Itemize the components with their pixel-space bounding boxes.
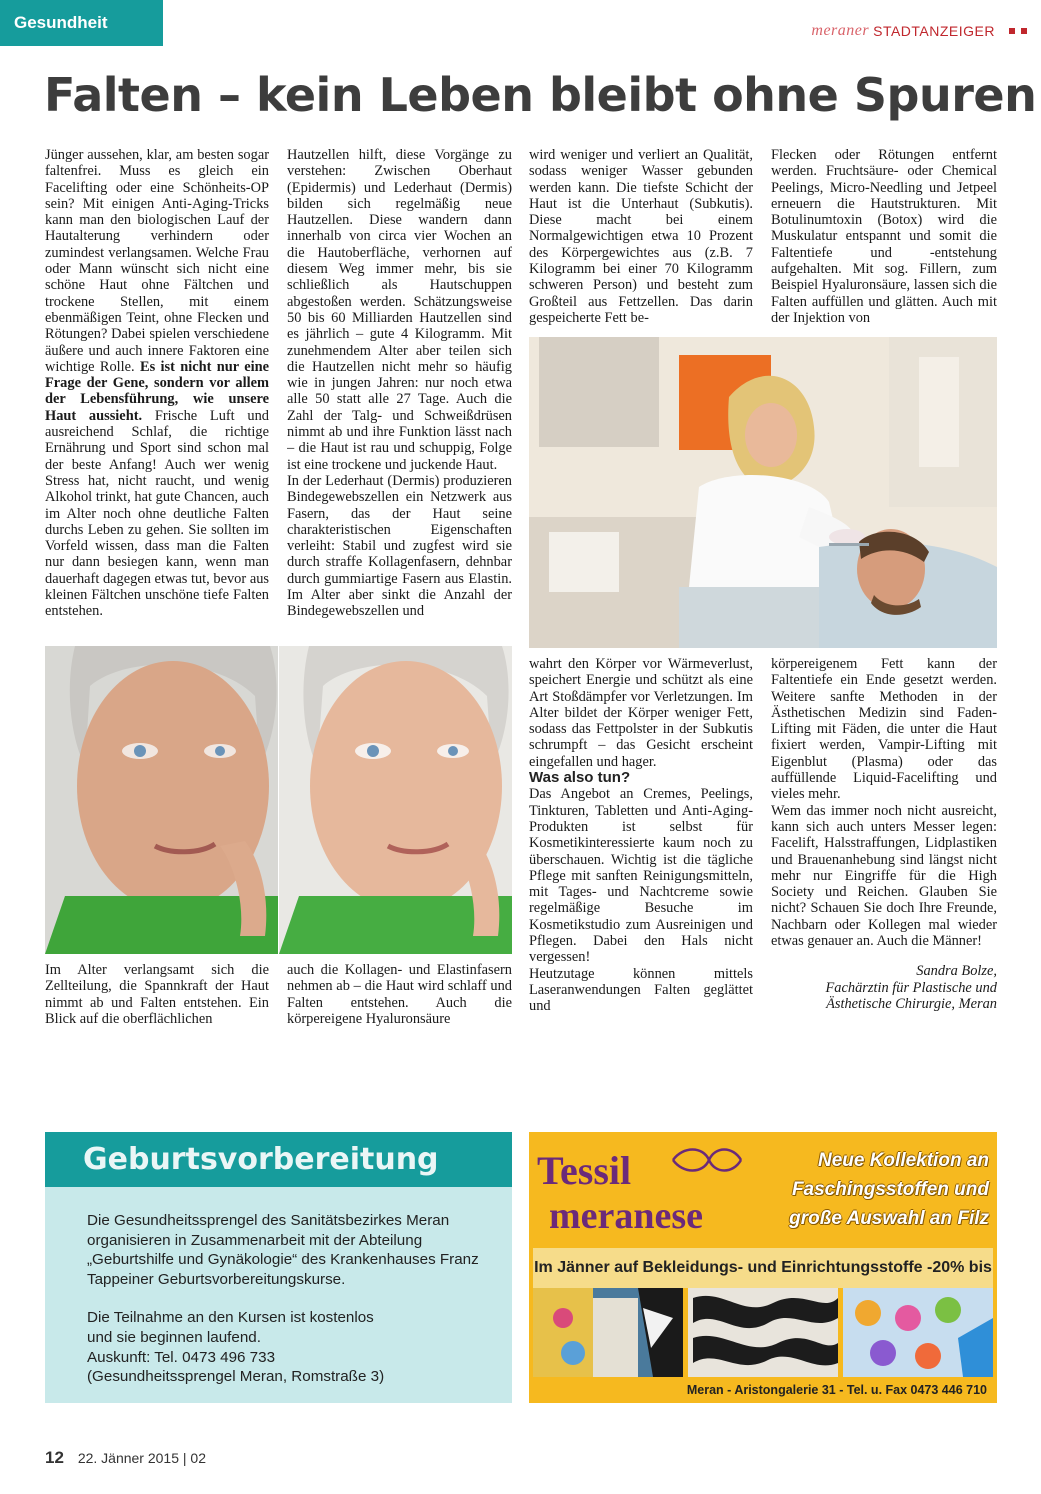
tessil-logo — [533, 1142, 753, 1238]
photo-before-after-faces — [45, 646, 512, 954]
body-text: körpereigenem Fett kann der Faltentiefe ein Ende gesetzt werden. Weitere sanfte Methoden in der Ästhetischen Medizin sind Faden-Lifting mit Fäden, die unter die Haut fixiert werden, Vampir-Lifting mit Eigenblut (Plasma) oder das auffüllende Liquid-Facelifting und vieles mehr. — [771, 656, 997, 803]
article-column-2-top — [287, 147, 512, 639]
article-column-3-top — [529, 147, 753, 327]
body-text: auch die Kollagen- und Elastinfasern nehmen ab – die Haut wird schlaff und Falten entstehen. Auch die körpereigene Hyaluronsäure — [287, 962, 512, 1027]
fabric-photos — [533, 1288, 993, 1377]
ad-tessil-headline-line: Neue Kollektion an — [817, 1150, 989, 1171]
brand-dots-icon — [1009, 28, 1027, 34]
author-role: Ästhetische Chirurgie, Meran — [826, 995, 997, 1012]
body-text: Jünger aussehen, klar, am besten sogar faltenfrei. Muss es gleich ein Facelifting oder eine Schönheits-OP sein? Mit einigen Anti-Aging-Tricks kann man den biologischen Lauf der Hautalterung verhindern oder zumindest verlangsamen. Welche Frau oder Mann wünscht sich nicht eine schöne Haut ohne Fältchen und trockene Stellen, mit einem ebenmäßigen Teint, ohne Flecken und Rötungen? Dabei spielen verschiedene äußere und auch innere Faktoren eine wichtige Rolle. — [45, 147, 269, 375]
ad-geburt-title: Geburtsvorbereitung — [45, 1132, 512, 1187]
ad-geburt-address: (Gesundheitssprengel Meran, Romstraße 3) — [87, 1368, 385, 1386]
ad-geburt-paragraph: Die Gesundheitssprengel des Sanitätsbezirkes Meran organisieren in Zusammenarbeit mit der Abteilung „Geburtshilfe und Gynäkologie“ des Krankenhauses Franz Tappeiner Geburtsvorbereitungskurse. — [87, 1212, 479, 1288]
body-text: Hautzellen hilft, diese Vorgänge zu verstehen: Zwischen Oberhaut (Epidermis) und Lederhaut (Dermis) bilden sich regelmäßig neue Hautzellen. Diese wandern dann innerhalb von circa vier Wochen an die Hautoberfläche, verhornen auf diesem Weg immer mehr, bis sie schließlich als Hautschuppen abgestoßen werden. Schätzungsweise 50 bis 60 Milliarden Hautzellen sind es jährlich – gute 4 Kilogramm. Mit zunehmendem Alter aber teilen sich die Hautzellen nicht mehr so häufig wie in jungen Jahren: nur noch etwa alle 50 statt alle 27 Tage. Auch die Zahl der Talg- und Schweißdrüsen nimmt ab und ihre Funktion lässt nach – die Haut ist rau und schuppig, Folge ist eine trockene und juckende Haut. — [287, 147, 512, 473]
page-footer — [45, 1448, 206, 1468]
body-text: wird weniger und verliert an Qualität, sodass weniger Wasser gebunden werden kann. Die tiefste Schicht der Haut ist die Unterhaut (Subkutis). Diese macht bei einem Normalgewichtigen etwa 10 Prozent des Körpergewichtes aus (z.B. 7 Kilogramm bei einer 70 Kilogramm schweren Person) und besteht zum Großteil aus Fettzellen. Das darin gespeicherte Fett be- — [529, 147, 753, 326]
subheading: Was also tun? — [529, 769, 631, 787]
ad-tessil-discount: Im Jänner auf Bekleidungs- und Einrichtungsstoffe -20% bis — [533, 1248, 993, 1288]
photo-doctor-treatment-illustration — [529, 337, 997, 648]
ad-tessil-address: Meran - Aristongalerie 31 - Tel. u. Fax 0473 446 710 — [686, 1383, 987, 1397]
ad-geburt-line: Die Teilnahme an den Kursen ist kostenlos — [87, 1309, 374, 1327]
publication-logo — [811, 22, 1027, 40]
body-text: In der Lederhaut (Dermis) produzieren Bindegewebszellen ein Netzwerk aus Fasern, das der Haut seine charakteristischen Eigenschaften verleiht: Stabil und zugfest wird sie durch straffe Kollagenfasern, dehnbar durch gummiartige Fasern aus Elastin. Im Alter aber sinkt die Anzahl der Bindegewebszellen und — [287, 472, 512, 620]
ad-geburt-phone: Auskunft: Tel. 0473 496 733 — [87, 1348, 276, 1366]
article-column-4-bottom — [771, 656, 997, 1028]
section-tab: Gesundheit — [0, 0, 163, 46]
ad-tessil-meranese — [529, 1132, 997, 1403]
author-name: Sandra Bolze, — [916, 963, 997, 980]
photo-doctor-treatment — [529, 337, 997, 648]
article-column-4-top — [771, 147, 997, 327]
article-column-1-bottom — [45, 962, 269, 1027]
ad-geburt-contact — [87, 1308, 492, 1386]
body-text: Wem das immer noch nicht ausreicht, kann sich auch unters Messer legen: Facelift, Halsstraffungen, Lidplastiken und Brauenanhebung sind längst nicht mehr nur Eingriffe für die High Society und Reichen. Glauben Sie nicht? Schauen Sie doch Ihre Freunde, Nachbarn oder Kollegen mal wieder etwas genauer an. Auch die Männer! — [771, 802, 997, 950]
brand-script: meraner — [811, 22, 870, 39]
ad-geburt-body — [45, 1187, 512, 1387]
tessil-logo-line2: meranese — [549, 1195, 704, 1237]
ad-tessil-headline — [749, 1146, 989, 1233]
article-column-1-top — [45, 147, 269, 639]
article-headline: Falten – kein Leben bleibt ohne Spuren — [44, 68, 1037, 122]
page-number: 12 — [45, 1448, 64, 1467]
body-text: Frische Luft und ausreichend Schlaf, die richtige Ernährung und Sport sind schon mal der beste Anfang! Auch wer wenig Stress hat, nicht raucht, und wenig Alkohol trinkt, hat gute Chancen, auch im Alter noch ohne deutliche Falten durchs Leben zu gehen. Sie sollten im Vorfeld wissen, dass man die Falten nur dann besiegen kann, wenn man dauerhaft dagegen etwas tut, bevor aus kleinen Fältchen unschöne tiefe Falten entstehen. — [45, 407, 269, 620]
body-text: Heutzutage können mittels Laseranwendungen Falten geglättet und — [529, 965, 753, 1015]
author-role: Fachärztin für Plastische und — [825, 979, 997, 996]
body-text-bold: Es ist nicht nur eine Frage der Gene, sondern vor allem der Lebensführung, wie unsere Haut aussieht. — [45, 358, 269, 424]
article-column-2-bottom — [287, 962, 512, 1027]
ad-tessil-headline-line: Faschingsstoffen und — [791, 1179, 989, 1200]
author-signature — [771, 963, 997, 1012]
ad-geburt-line: und sie beginnen laufend. — [87, 1328, 261, 1346]
ad-tessil-headline-line: große Auswahl an Filz — [789, 1208, 989, 1229]
photo-before-after-illustration — [45, 646, 512, 954]
issue-date: 22. Jänner 2015 | 02 — [77, 1450, 206, 1466]
brand-name: STADTANZEIGER — [873, 23, 995, 39]
article-column-3-bottom — [529, 656, 753, 1028]
tessil-logo-line1: Tessil — [537, 1148, 632, 1193]
ad-geburtsvorbereitung — [45, 1132, 512, 1403]
body-text: wahrt den Körper vor Wärmeverlust, speichert Energie und schützt als eine Art Stoßdämpfer vor Verletzungen. Im Alter bildet der Körper weniger Fett, sodass das Fettpolster in der Subkutis schrumpft – das Gesicht erscheint eingefallen und hager. — [529, 656, 753, 770]
body-text: Flecken oder Rötungen entfernt werden. Fruchtsäure- oder Chemical Peelings, Micro-Needling und Jetpeel erneuern die Hautstrukturen. Mit Botulinumtoxin (Botox) wird die Muskulatur entspannt und somit die Faltentiefe und -entstehung aufgehalten. Mit sog. Fillern, zum Beispiel Hyaluronsäure, lassen sich die Falten auffüllen und glätten. Auch mit der Injektion von — [771, 147, 997, 326]
body-text: Im Alter verlangsamt sich die Zellteilung, die Spannkraft der Haut nimmt ab und Falten entstehen. Ein Blick auf die oberflächlichen — [45, 962, 269, 1027]
body-text: Das Angebot an Cremes, Peelings, Tinkturen, Tabletten und Anti-Aging-Produkten ist selbst für Kosmetikinteressierte kaum noch zu überschauen. Wichtig ist die tägliche Pflege mit sanften Reinigungsmitteln, mit Tages- und Nachtcreme sowie regelmäßige Besuche im Kosmetikstudio zum Ausreinigen und Pflegen. Dabei den Hals nicht vergessen! — [529, 786, 753, 966]
